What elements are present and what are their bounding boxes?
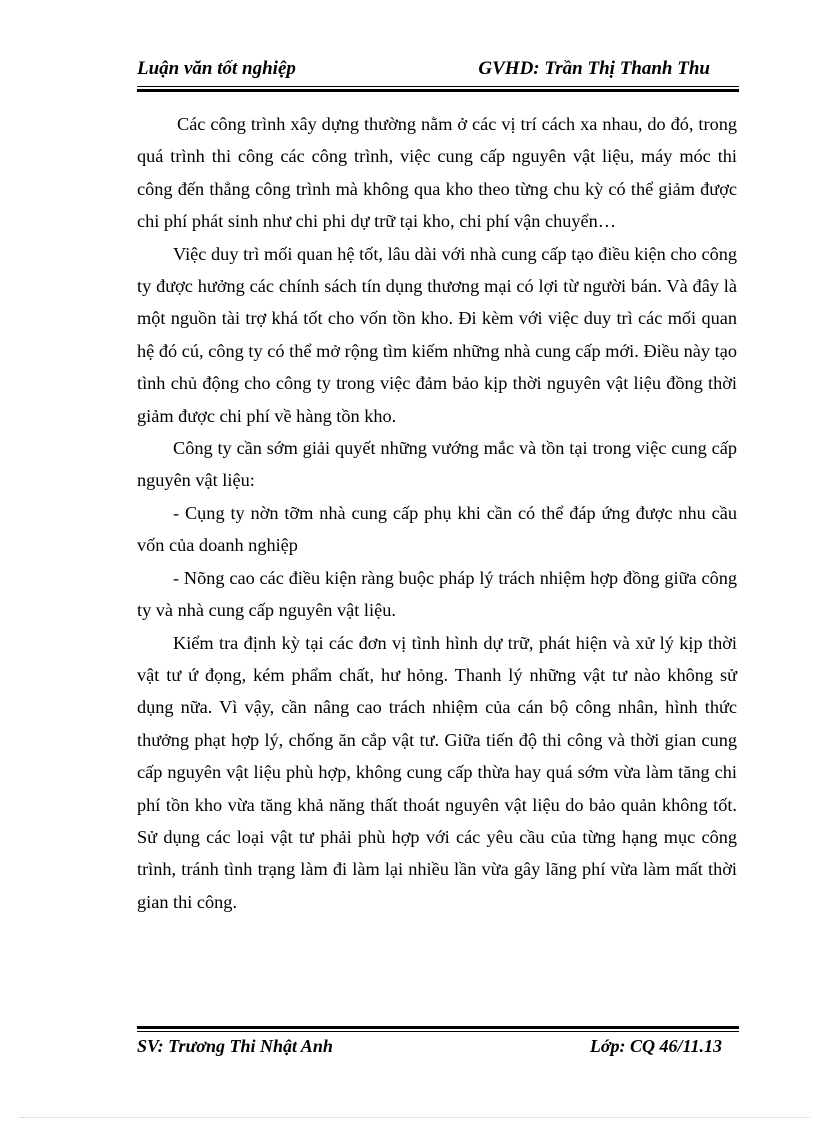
header-rule-thin bbox=[137, 86, 739, 87]
footer-student: SV: Trương Thi Nhật Anh bbox=[137, 1036, 333, 1056]
paragraph: Kiểm tra định kỳ tại các đơn vị tình hình dự trữ, phát hiện và xử lý kịp thời vật tư ứ đọng, kém phẩm chất, hư hỏng. Thanh lý những vật tư nào không sử dụng nữa. Vì vậy, cần nâng cao trách nhiệm của cán bộ công nhân, hình thức thưởng phạt hợp lý, chống ăn cắp vật tư. Giữa tiến độ thi công và thời gian cung cấp nguyên vật liệu phù hợp, không cung cấp thừa hay quá sớm vừa làm tăng chi phí tồn kho vừa tăng khả năng thất thoát nguyên vật liệu do bảo quản không tốt. Sử dụng các loại vật tư phải phù hợp với các yêu cầu của từng hạng mục công trình, tránh tình trạng làm đi làm lại nhiều lần vừa gây lãng phí vừa làm mất thời gian thi công. bbox=[137, 632, 737, 912]
list-item-paragraph: - Nõng cao các điều kiện ràng buộc pháp lý trách nhiệm hợp đồng giữa công ty và nhà cung cấp nguyên vật liệu. bbox=[137, 567, 737, 621]
header-supervisor: GVHD: Trần Thị Thanh Thu bbox=[478, 58, 710, 79]
page-edge-divider bbox=[20, 1117, 810, 1118]
page-header bbox=[137, 58, 738, 88]
paragraph: Công ty cần sớm giải quyết những vướng mắc và tồn tại trong việc cung cấp nguyên vật liệu: bbox=[137, 438, 737, 491]
paragraph: Các công trình xây dựng thường nằm ở các vị trí cách xa nhau, do đó, trong quá trình thi công các công trình, việc cung cấp nguyên vật liệu, máy móc thi công đến thẳng công trình mà không qua kho theo từng chu kỳ có thể giảm được chi phí phát sinh như chi phi dự trữ tại kho, chi phí vận chuyển… bbox=[137, 114, 737, 232]
list-item-paragraph: - Cụng ty nờn tỡm nhà cung cấp phụ khi cần có thể đáp ứng được nhu cầu vốn của doanh nghiệp bbox=[137, 502, 737, 556]
footer-rule-thin bbox=[137, 1031, 739, 1032]
header-rule-thick bbox=[137, 89, 739, 92]
header-thesis-title: Luận văn tốt nghiệp bbox=[137, 58, 296, 79]
paragraph: Việc duy trì mối quan hệ tốt, lâu dài với nhà cung cấp tạo điều kiện cho công ty được hưởng các chính sách tín dụng thương mại có lợi từ người bán. Và đây là một nguồn tài trợ khá tốt cho vốn tồn kho. Đi kèm với việc duy trì các mối quan hệ đó cú, công ty có thể mở rộng tìm kiếm những nhà cung cấp mới. Điều này tạo tình chủ động cho công ty trong việc đảm bảo kịp thời nguyên vật liệu đồng thời giảm được chi phí về hàng tồn kho. bbox=[137, 243, 737, 426]
page-footer bbox=[137, 1036, 738, 1066]
footer-class: Lớp: CQ 46/11.13 bbox=[589, 1036, 722, 1056]
footer-rule-thick bbox=[137, 1026, 739, 1029]
body-text bbox=[137, 108, 737, 918]
